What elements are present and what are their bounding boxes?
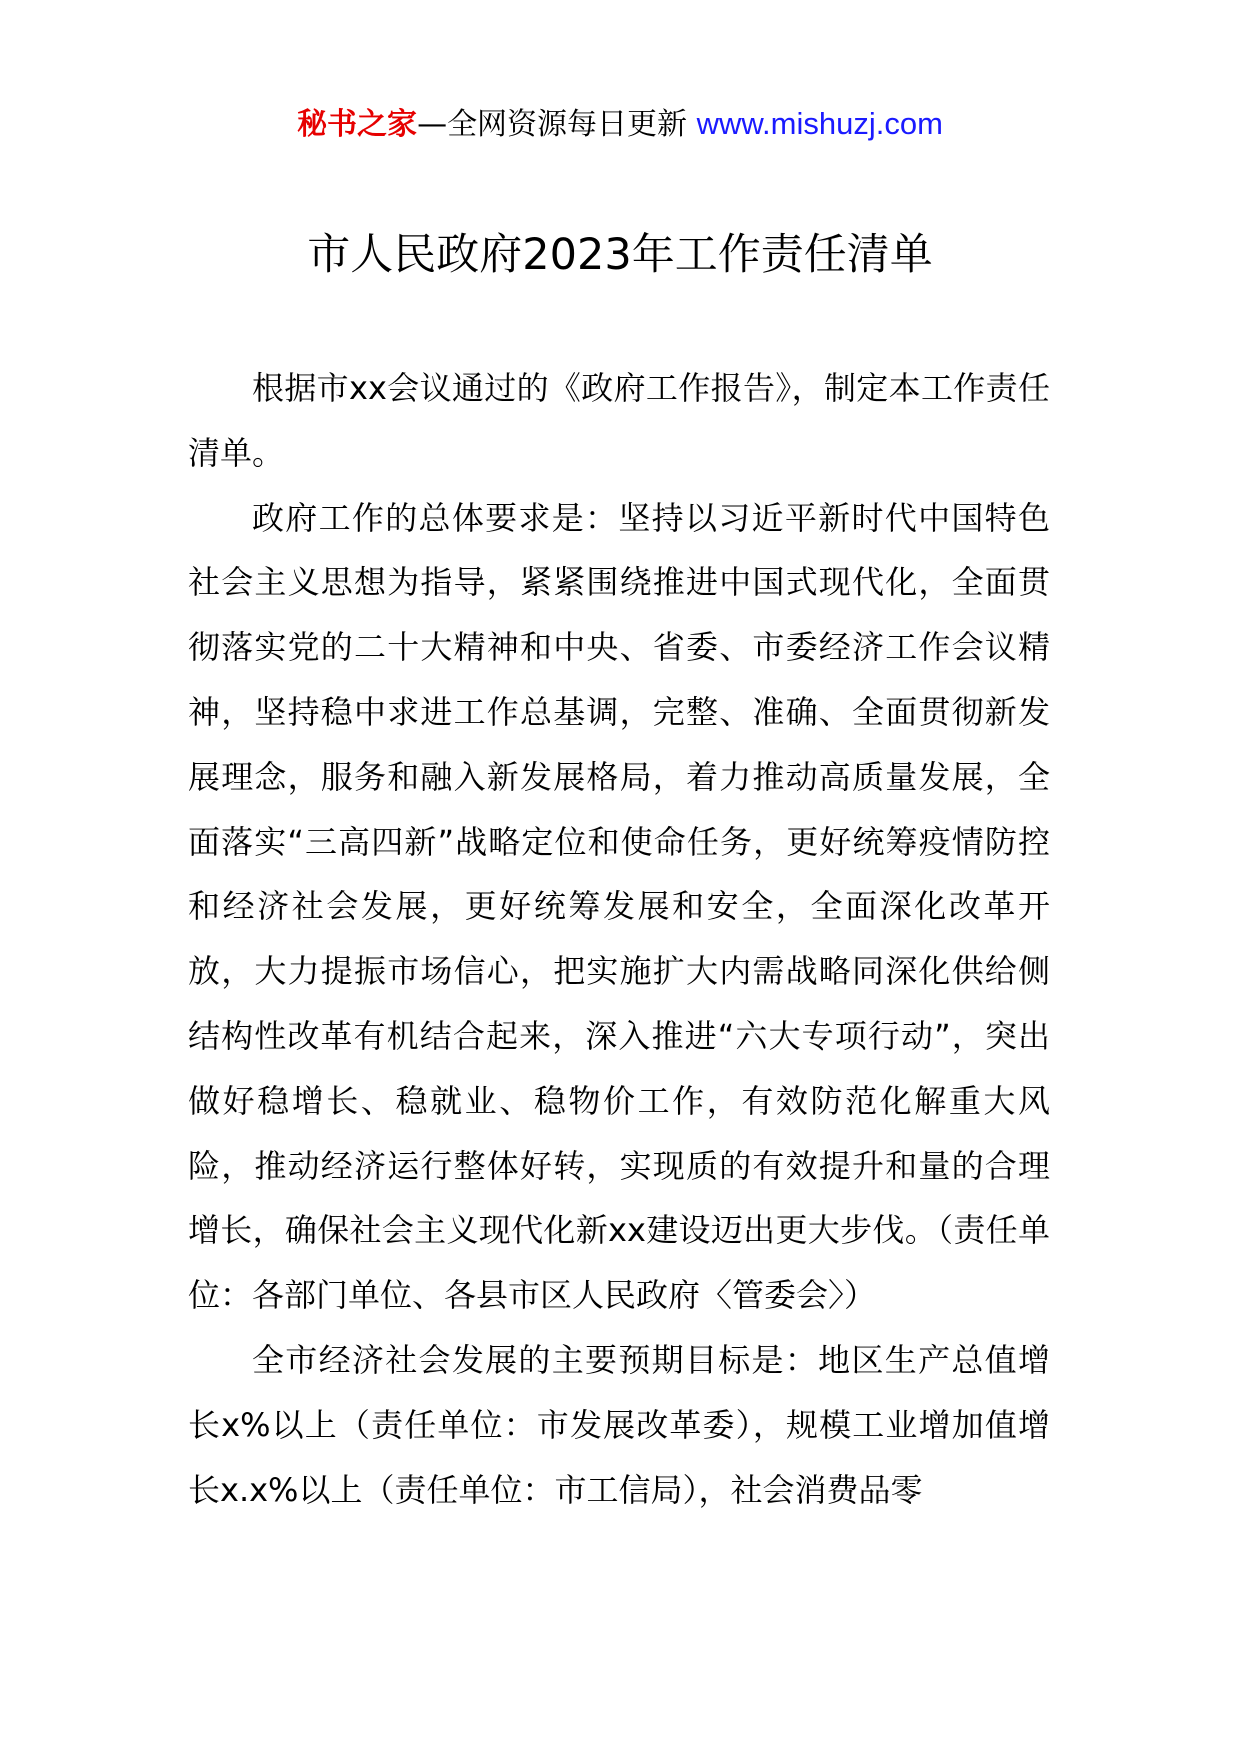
paragraph-general-requirements: 政府工作的总体要求是：坚持以习近平新时代中国特色社会主义思想为指导，紧紧围绕推进中国式现代化，全面贯彻落实党的二十大精神和中央、省委、市委经济工作会议精神，坚持稳中求进工作总基调，完整、准确、全面贯彻新发展理念，服务和融入新发展格局，着力推动高质量发展，全面落实“三高四新”战略定位和使命任务，更好统筹疫情防控和经济社会发展，更好统筹发展和安全，全面深化改革开放，大力提振市场信心，把实施扩大内需战略同深化供给侧结构性改革有机结合起来，深入推进“六大专项行动”，突出做好稳增长、稳就业、稳物价工作，有效防范化解重大风险，推动经济运行整体好转，实现质的有效提升和量的合理增长，确保社会主义现代化新xx建设迈出更大步伐。（责任单位：各部门单位、各县市区人民政府〈管委会〉） bbox=[188, 498, 1050, 1315]
document-title: 市人民政府2023年工作责任清单 bbox=[307, 230, 933, 280]
document-body bbox=[188, 356, 1050, 1522]
paragraph-main-targets: 全市经济社会发展的主要预期目标是：地区生产总值增长x%以上（责任单位：市发展改革委），规模工业增加值增长x.x%以上（责任单位：市工信局），社会消费品零 bbox=[188, 1340, 1050, 1509]
brand-name: 秘书之家 bbox=[297, 107, 418, 142]
paragraph-intro: 根据市xx会议通过的《政府工作报告》，制定本工作责任清单。 bbox=[188, 369, 1050, 472]
site-url-link[interactable]: www.mishuzj.com bbox=[696, 106, 943, 141]
site-header bbox=[0, 104, 1240, 145]
header-tagline: —全网资源每日更新 bbox=[417, 107, 688, 142]
